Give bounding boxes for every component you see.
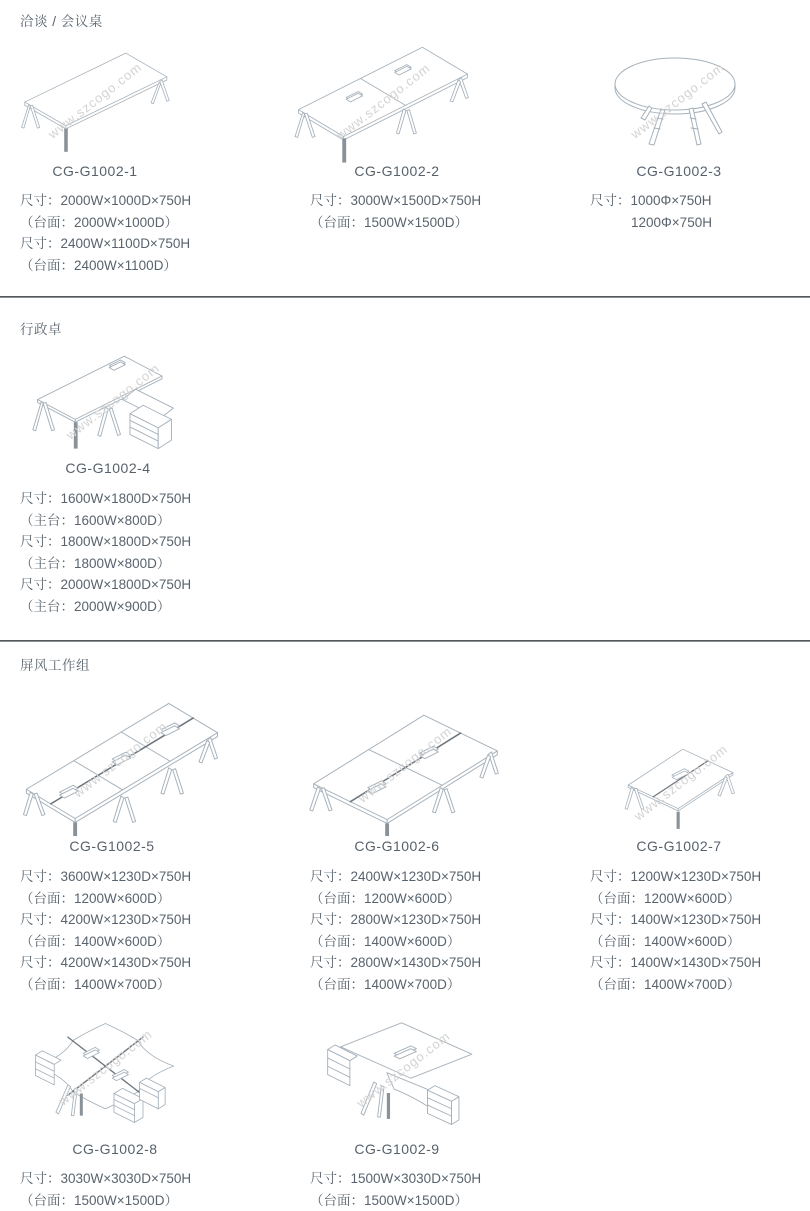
spec-line: （台面：2000W×1000D）: [20, 214, 178, 230]
spec-line: 尺寸：2000W×1000D×750H: [20, 193, 192, 208]
spec-line: （主台：1800W×800D）: [20, 555, 171, 571]
product-specs: [590, 190, 712, 233]
spec-line: 尺寸：4200W×1430D×750H: [20, 955, 192, 970]
workstation-6seat-drawing: [20, 680, 220, 838]
spec-line: 尺寸：1000Φ×750H: [590, 193, 712, 208]
product-code: CG-G1002-1: [52, 163, 138, 179]
section-title: 洽谈 / 会议桌: [20, 14, 103, 29]
spec-line: （台面：1500W×1500D）: [310, 214, 468, 230]
spec-line: 尺寸：1800W×1800D×750H: [20, 534, 192, 549]
product-code: CG-G1002-8: [72, 1141, 158, 1157]
spec-line: 尺寸：2800W×1230D×750H: [310, 912, 482, 927]
watermark-text: www.szcogo.com: [353, 1027, 453, 1111]
product-specs: [310, 190, 481, 233]
product-specs: [20, 866, 191, 995]
product-figure: [605, 48, 750, 153]
spec-line: 尺寸：1400W×1430D×750H: [590, 955, 762, 970]
spec-line: 尺寸：2800W×1430D×750H: [310, 955, 482, 970]
watermark-text: www.szcogo.com: [62, 359, 163, 443]
spec-line: （台面：1500W×1500D）: [310, 1192, 468, 1208]
watermark-text: www.szcogo.com: [333, 59, 433, 143]
product-figure: [288, 36, 478, 166]
executive-desk-drawing: [30, 345, 195, 457]
spec-line: 尺寸：2400W×1100D×750H: [20, 236, 191, 251]
product-code: CG-G1002-9: [354, 1141, 440, 1157]
product-specs: [20, 190, 191, 276]
product-figure: [318, 1008, 488, 1130]
section-title: 行政卓: [20, 322, 62, 337]
watermark-text: www.szcogo.com: [355, 723, 455, 806]
spec-line: 尺寸：2000W×1800D×750H: [20, 577, 192, 592]
product-code: CG-G1002-6: [354, 838, 440, 854]
round-table-drawing: [605, 48, 750, 153]
spec-line: （台面：1400W×600D）: [20, 933, 171, 949]
spec-line: （主台：1600W×800D）: [20, 512, 171, 528]
spec-line: （台面：2400W×1100D）: [20, 257, 177, 273]
product-specs: [310, 1168, 481, 1211]
product-code: CG-G1002-5: [69, 838, 155, 854]
product-specs: [590, 866, 761, 995]
product-code: CG-G1002-2: [354, 163, 440, 179]
spec-line: （台面：1400W×600D）: [310, 933, 461, 949]
workstation-2seat-drawing: [608, 732, 753, 832]
product-code: CG-G1002-4: [65, 460, 151, 476]
spec-line: （台面：1200W×600D）: [590, 890, 741, 906]
product-figure: [25, 1003, 185, 1131]
spec-line: 尺寸：1200W×1230D×750H: [590, 869, 762, 884]
spec-line: （台面：1400W×700D）: [310, 976, 461, 992]
watermark-text: www.szcogo.com: [627, 59, 728, 142]
product-specs: [20, 488, 191, 617]
spec-line: 尺寸：1400W×1230D×750H: [590, 912, 762, 927]
product-figure: [20, 680, 220, 838]
product-specs: [20, 1168, 191, 1211]
spec-line: （台面：1200W×600D）: [310, 890, 461, 906]
section-divider: [0, 296, 810, 298]
watermark-text: www.szcogo.com: [45, 59, 145, 142]
spec-line: 尺寸：2400W×1230D×750H: [310, 869, 482, 884]
spec-line: （台面：1400W×700D）: [20, 976, 171, 992]
conference-table-drawing: [20, 38, 170, 163]
spec-line: （台面：1400W×700D）: [590, 976, 741, 992]
spec-line: （台面：1500W×1500D）: [20, 1192, 178, 1208]
product-code: CG-G1002-7: [636, 838, 722, 854]
spec-line: 尺寸：3000W×1500D×750H: [310, 193, 482, 208]
section-divider: [0, 640, 810, 642]
watermark-text: www.szcogo.com: [55, 1025, 155, 1109]
spec-line: 尺寸：3600W×1230D×750H: [20, 869, 192, 884]
spec-line: （台面：1200W×600D）: [20, 890, 171, 906]
double-conference-table-drawing: [288, 36, 478, 166]
workstation-4seat-drawing: [300, 692, 510, 837]
spec-line: （主台：2000W×900D）: [20, 598, 171, 614]
spec-line: （台面：1400W×600D）: [590, 933, 741, 949]
cross-cluster-desk-drawing: [25, 1003, 185, 1131]
spec-line: 尺寸：1500W×3030D×750H: [310, 1171, 482, 1186]
product-code: CG-G1002-3: [636, 163, 722, 179]
section-title: 屏风工作组: [20, 658, 90, 673]
offset-double-desk-drawing: [318, 1008, 488, 1130]
product-figure: [608, 732, 753, 832]
spec-line: 尺寸：3030W×3030D×750H: [20, 1171, 192, 1186]
spec-line: 尺寸：1600W×1800D×750H: [20, 491, 192, 506]
watermark-text: www.szcogo.com: [630, 740, 731, 824]
spec-line: 尺寸：4200W×1230D×750H: [20, 912, 192, 927]
watermark-text: www.szcogo.com: [70, 717, 170, 801]
product-figure: [300, 692, 510, 837]
product-specs: [310, 866, 481, 995]
product-figure: [30, 345, 195, 457]
spec-line: 1200Φ×750H: [631, 214, 712, 230]
product-figure: [20, 38, 170, 163]
